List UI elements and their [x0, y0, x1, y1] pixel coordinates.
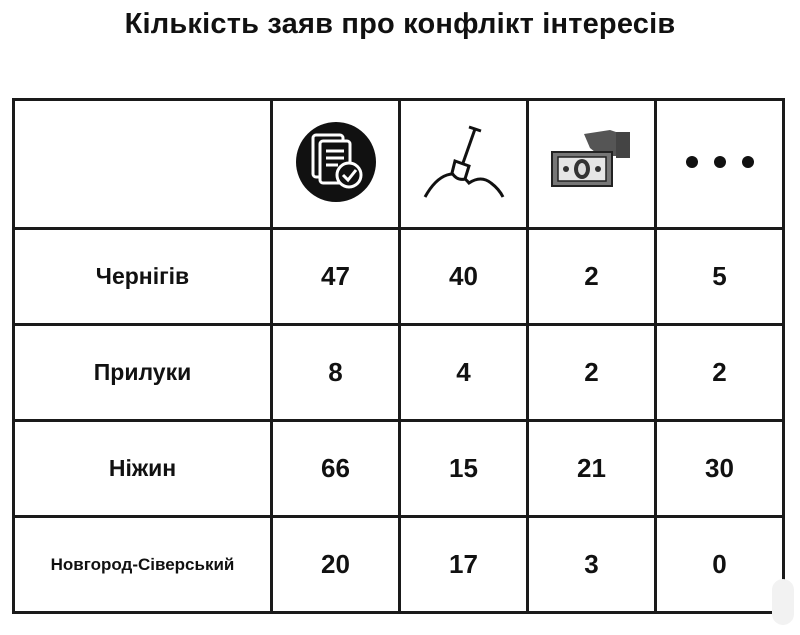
table-cell: 47 — [272, 229, 400, 325]
column-header-documents — [272, 100, 400, 229]
table-cell: 0 — [656, 517, 784, 613]
land-shovel-icon — [419, 117, 509, 207]
table-cell: 15 — [400, 421, 528, 517]
header-row — [14, 100, 784, 229]
data-table — [12, 98, 785, 614]
table-row — [14, 517, 784, 613]
column-header-money — [528, 100, 656, 229]
column-header-other — [656, 100, 784, 229]
table-cell: 2 — [528, 325, 656, 421]
corner-cell — [14, 100, 272, 229]
watermark-shape — [772, 579, 794, 625]
table-row — [14, 421, 784, 517]
table-row — [14, 325, 784, 421]
ellipsis-icon — [680, 147, 760, 177]
row-label: Новгород-Сіверський — [14, 517, 272, 613]
table-cell: 2 — [656, 325, 784, 421]
table-cell: 17 — [400, 517, 528, 613]
table-cell: 40 — [400, 229, 528, 325]
table-cell: 20 — [272, 517, 400, 613]
table-cell: 5 — [656, 229, 784, 325]
row-label: Ніжин — [14, 421, 272, 517]
money-hand-icon — [544, 122, 640, 202]
table-cell: 30 — [656, 421, 784, 517]
table-cell: 3 — [528, 517, 656, 613]
document-check-icon — [293, 119, 379, 205]
table-cell: 2 — [528, 229, 656, 325]
table-cell: 4 — [400, 325, 528, 421]
row-label: Прилуки — [14, 325, 272, 421]
row-label: Чернігів — [14, 229, 272, 325]
column-header-land — [400, 100, 528, 229]
table-row — [14, 229, 784, 325]
table-cell: 8 — [272, 325, 400, 421]
table-cell: 21 — [528, 421, 656, 517]
table-cell: 66 — [272, 421, 400, 517]
page-title: Кількість заяв про конфлікт інтересів — [124, 8, 676, 40]
